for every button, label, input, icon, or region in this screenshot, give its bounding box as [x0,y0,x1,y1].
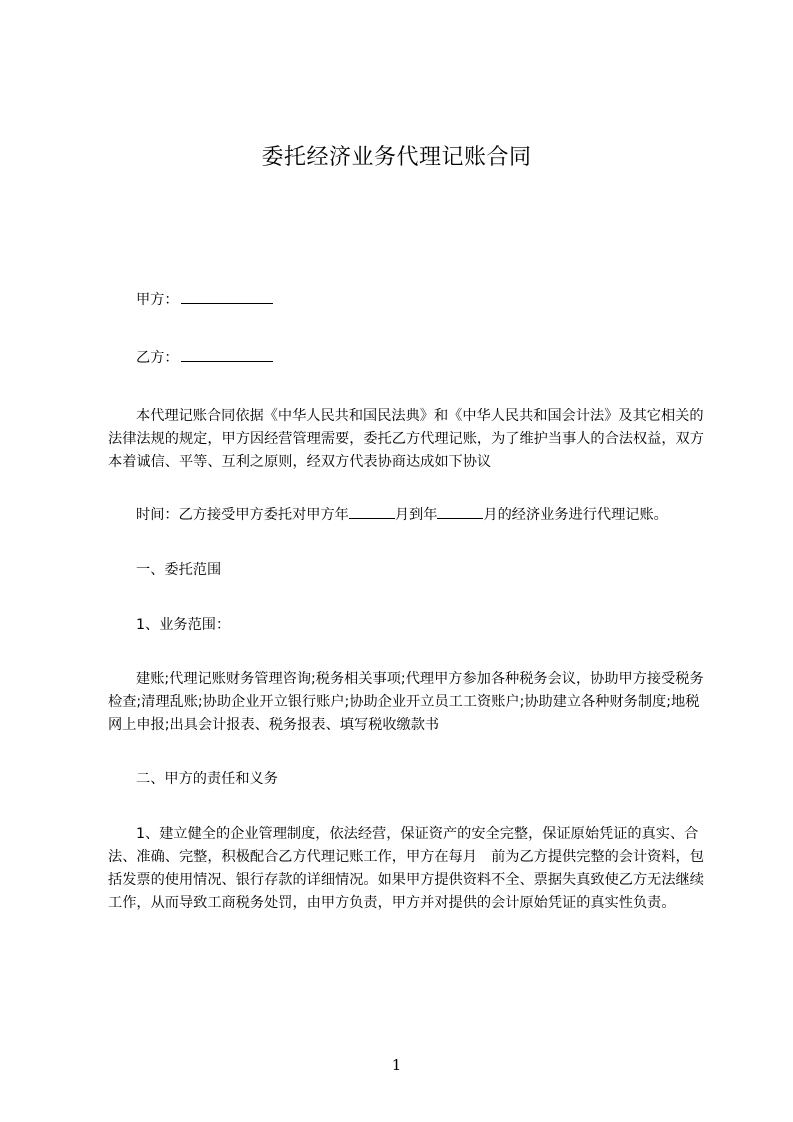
section1-item1-heading: 1、业务范围： [136,617,231,633]
time-text-3: 月的经济业务进行代理记账。 [483,507,668,523]
time-text-1: 时间：乙方接受甲方委托对甲方年 [136,507,349,523]
time-text-2: 月到年 [394,507,438,523]
end-month-blank [437,504,483,519]
intro-paragraph: 本代理记账合同依据《中华人民共和国民法典》和《中华人民共和国会计法》及其它相关的法律法规的规定，甲方因经营管理需要，委托乙方代理记账，为了维护当事人的合法权益，双方本着诚信、平等、互利之原则，经双方代表协商达成如下协议 [108,408,704,470]
start-month-blank [349,504,395,519]
page-number: 1 [391,1056,402,1074]
section1-item1-body: 建账;代理记账财务管理咨询;税务相关事项;代理甲方参加各种税务会议，协助甲方接受税务检查;清理乱账;协助企业开立银行账户;协助企业开立员工工资账户;协助建立各种财务制度;地税网上申报;出具会计报表、税务报表、填写税收缴款书 [108,671,704,733]
time-paragraph [108,504,708,527]
section2-heading: 二、甲方的责任和义务 [136,771,278,787]
section1-heading: 一、委托范围 [136,562,222,578]
document-body [108,289,708,915]
party-a-line [136,289,708,312]
party-a-blank [181,289,273,304]
party-b-label: 乙方： [136,350,179,366]
party-a-label: 甲方： [136,292,179,308]
section2-item1-body: 1、建立健全的企业管理制度，依法经营，保证资产的安全完整，保证原始凭证的真实、合法、准确、完整，积极配合乙方代理记账工作，甲方在每月 前为乙方提供完整的会计资料，包括发票的使用情况、银行存款的详细情况。如果甲方提供资料不全、票据失真致使乙方无法继续工作，从而导致工商税务处罚，由甲方负责，甲方并对提供的会计原始凭证的真实性负责。 [108,826,704,911]
party-b-line [136,347,708,370]
document-title: 委托经济业务代理记账合同 [261,145,532,170]
party-b-blank [181,347,273,362]
